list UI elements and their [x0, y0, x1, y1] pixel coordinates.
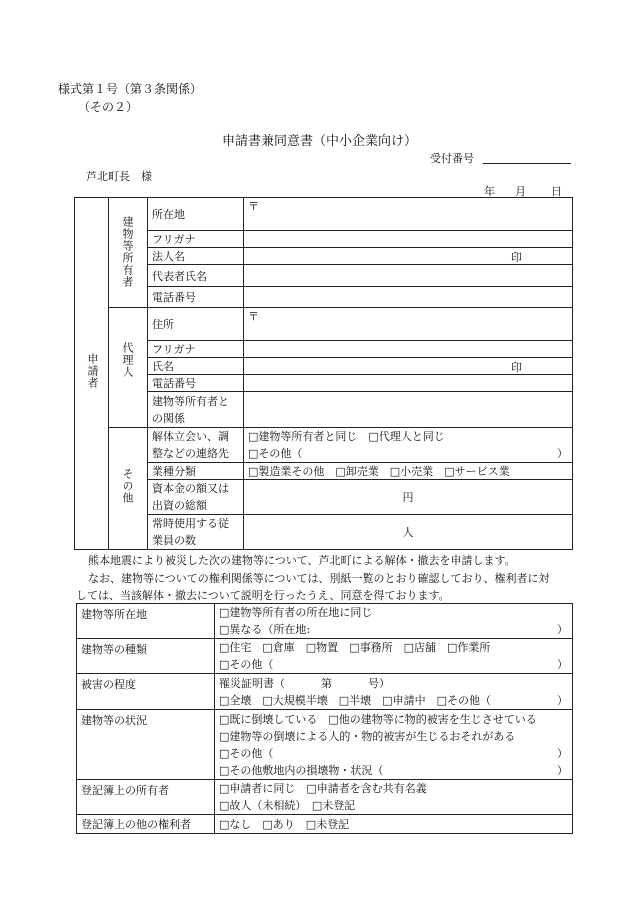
capital-field[interactable]: 円 [244, 480, 573, 515]
postal-mark: 〒 [248, 310, 259, 323]
receipt-number-label: 受付番号 [430, 152, 474, 165]
form-subnumber: （その２） [78, 100, 139, 114]
contact-options[interactable]: □建物等所有者と同じ □代理人と同じ □その他（ ） [244, 428, 573, 463]
agent-name-field[interactable] [244, 358, 573, 375]
owner-furigana-field[interactable] [244, 231, 573, 248]
seal-mark: 印 [511, 361, 522, 374]
owner-corp-name-field[interactable] [244, 248, 573, 265]
type-label: 建物等の種類 [77, 639, 215, 674]
status-options[interactable]: □既に倒壊している □他の建物等に物的被害を生じさせている □建物等の倒壊による人的・物的被害が生じるおそれがある □その他（ ） □その他敷地内の損壊物・状況（ ） [215, 710, 573, 780]
industry-label: 業種分類 [148, 463, 244, 480]
agent-address-label: 住所 [148, 308, 244, 341]
date-month[interactable]: 月 [515, 185, 526, 198]
owner-address-field[interactable] [244, 198, 573, 231]
statement-line-2: なお、建物等についての権利関係等については、別紙一覧のとおり確認しており、権利者に対 [88, 572, 550, 585]
damage-label: 被害の程度 [77, 674, 215, 710]
owner-phone-field[interactable] [244, 287, 573, 308]
contact-label: 解体立会い、調 整などの連絡先 [148, 428, 244, 463]
employees-label: 常時使用する従 業員の数 [148, 515, 244, 550]
receipt-number-field[interactable] [483, 162, 571, 164]
owner-group-label: 建物等所有者 [109, 198, 148, 308]
applicant-group-label: 申請者 [75, 198, 109, 550]
other-group-label: その他 [109, 428, 148, 550]
date-day[interactable]: 日 [551, 185, 562, 198]
capital-label: 資本金の額又は 出資の総額 [148, 480, 244, 515]
building-table [76, 603, 573, 834]
statement-line-3: しては、当該解体・撤去について説明を行ったうえ、同意を得ております。 [76, 589, 450, 602]
agent-furigana-field[interactable] [244, 341, 573, 358]
form-number: 様式第１号（第３条関係） [58, 82, 203, 96]
page-title: 申請書兼同意書（中小企業向け） [222, 134, 418, 149]
type-options[interactable]: □住宅 □倉庫 □物置 □事務所 □店舗 □作業所 □その他（ ） [215, 639, 573, 674]
seal-mark: 印 [511, 251, 522, 264]
applicant-table [74, 197, 573, 550]
other-rights-label: 登記簿上の他の権利者 [77, 815, 215, 834]
registry-owner-options[interactable]: □申請者に同じ □申請者を含む共有名義 □故人（未相続） □未登記 [215, 780, 573, 815]
owner-furigana-label: フリガナ [148, 231, 244, 248]
owner-corp-name-label: 法人名 [148, 248, 244, 265]
agent-phone-field[interactable] [244, 375, 573, 392]
date-year[interactable]: 年 [484, 185, 495, 198]
owner-rep-name-label: 代表者氏名 [148, 265, 244, 287]
agent-phone-label: 電話番号 [148, 375, 244, 392]
location-label: 建物等所在地 [77, 604, 215, 639]
owner-phone-label: 電話番号 [148, 287, 244, 308]
owner-address-label: 所在地 [148, 198, 244, 231]
statement-line-1: 熊本地震により被災した次の建物等について、芦北町による解体・撤去を申請します。 [88, 554, 516, 567]
addressee: 芦北町長 様 [86, 170, 152, 183]
location-options[interactable]: □建物等所有者の所在地に同じ □異なる（所在地: ） [215, 604, 573, 639]
agent-relation-field[interactable] [244, 392, 573, 428]
damage-options[interactable]: 罹災証明書（ 第 号） □全壊 □大規模半壊 □半壊 □申請中 □その他（ ） [215, 674, 573, 710]
employees-field[interactable]: 人 [244, 515, 573, 550]
agent-group-label: 代理人 [109, 308, 148, 428]
industry-options[interactable]: □製造業その他 □卸売業 □小売業 □サービス業 [244, 463, 573, 480]
status-label: 建物等の状況 [77, 710, 215, 780]
agent-furigana-label: フリガナ [148, 341, 244, 358]
other-rights-options[interactable]: □なし □あり □未登記 [215, 815, 573, 834]
registry-owner-label: 登記簿上の所有者 [77, 780, 215, 815]
agent-relation-label: 建物等所有者と の関係 [148, 392, 244, 428]
agent-address-field[interactable] [244, 308, 573, 341]
agent-name-label: 氏名 [148, 358, 244, 375]
owner-rep-name-field[interactable] [244, 265, 573, 287]
postal-mark: 〒 [248, 200, 259, 213]
